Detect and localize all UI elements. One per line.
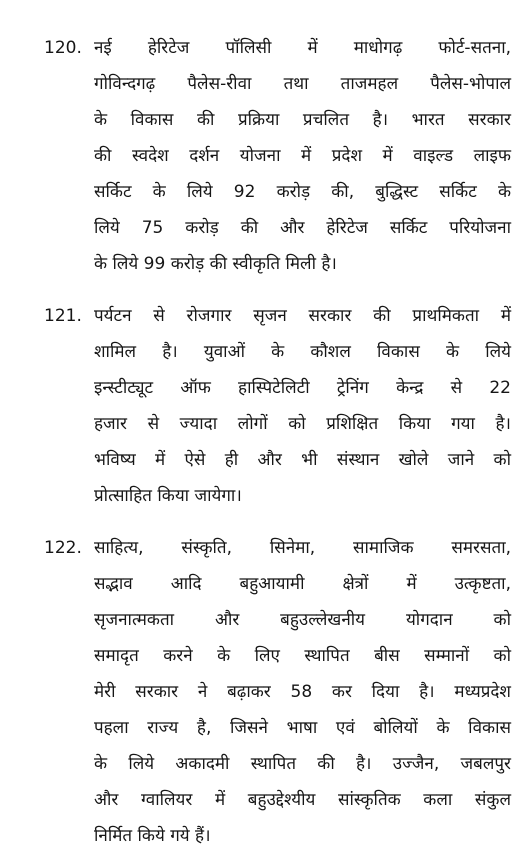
text-line: के लिये 99 करोड़ की स्वीकृति मिली है। [94, 254, 337, 274]
text-line: समादृत करने के लिए स्थापित बीस सम्मानों को [94, 646, 511, 666]
text-line: इन्स्टीट्यूट ऑफ हास्पिटेलिटी ट्रेनिंग केन्द्र से 22 [94, 378, 511, 398]
paragraph-122 [0, 530, 531, 854]
text-line: लिये 75 करोड़ की और हेरिटेज सर्किट परियोजना [94, 218, 511, 238]
text-line: के विकास की प्रक्रिया प्रचलित है। भारत सरकार [94, 110, 511, 130]
paragraph-number: 120. [44, 38, 82, 58]
text-line: की स्वदेश दर्शन योजना में प्रदेश में वाइल्ड लाइफ [94, 146, 511, 166]
text-line: के लिये अकादमी स्थापित की है। उज्जैन, जबलपुर [94, 754, 511, 774]
text-line: नई हेरिटेज पॉलिसी में माधोगढ़ फोर्ट-सतना, [94, 38, 511, 58]
paragraph-121 [0, 298, 531, 514]
text-line: मेरी सरकार ने बढ़ाकर 58 कर दिया है। मध्यप्रदेश [94, 682, 511, 702]
text-line: गोविन्दगढ़ पैलेस-रीवा तथा ताजमहल पैलेस-भोपाल [94, 74, 511, 94]
text-line: सद्भाव आदि बहुआयामी क्षेत्रों में उत्कृष्टता, [94, 574, 511, 594]
paragraph-number: 121. [44, 306, 82, 326]
text-line: शामिल है। युवाओं के कौशल विकास के लिये [94, 342, 511, 362]
text-line: निर्मित किये गये हैं। [94, 826, 211, 846]
text-line: सृजनात्मकता और बहुउल्लेखनीय योगदान को [94, 610, 511, 630]
paragraph-number: 122. [44, 538, 82, 558]
text-line: और ग्वालियर में बहुउद्देश्यीय सांस्कृतिक कला संकुल [94, 790, 511, 810]
text-line: पहला राज्य है, जिसने भाषा एवं बोलियों के विकास [94, 718, 511, 738]
text-line: हजार से ज्यादा लोगों को प्रशिक्षित किया गया है। [94, 414, 511, 434]
text-line: भविष्य में ऐसे ही और भी संस्थान खोले जाने को [94, 450, 511, 470]
text-line: साहित्य, संस्कृति, सिनेमा, सामाजिक समरसता, [94, 538, 511, 558]
paragraph-120 [0, 30, 531, 282]
text-line: सर्किट के लिये 92 करोड़ की, बुद्धिस्ट सर्किट के [94, 182, 511, 202]
text-line: पर्यटन से रोजगार सृजन सरकार की प्राथमिकता में [94, 306, 511, 326]
text-line: प्रोत्साहित किया जायेगा। [94, 486, 242, 506]
